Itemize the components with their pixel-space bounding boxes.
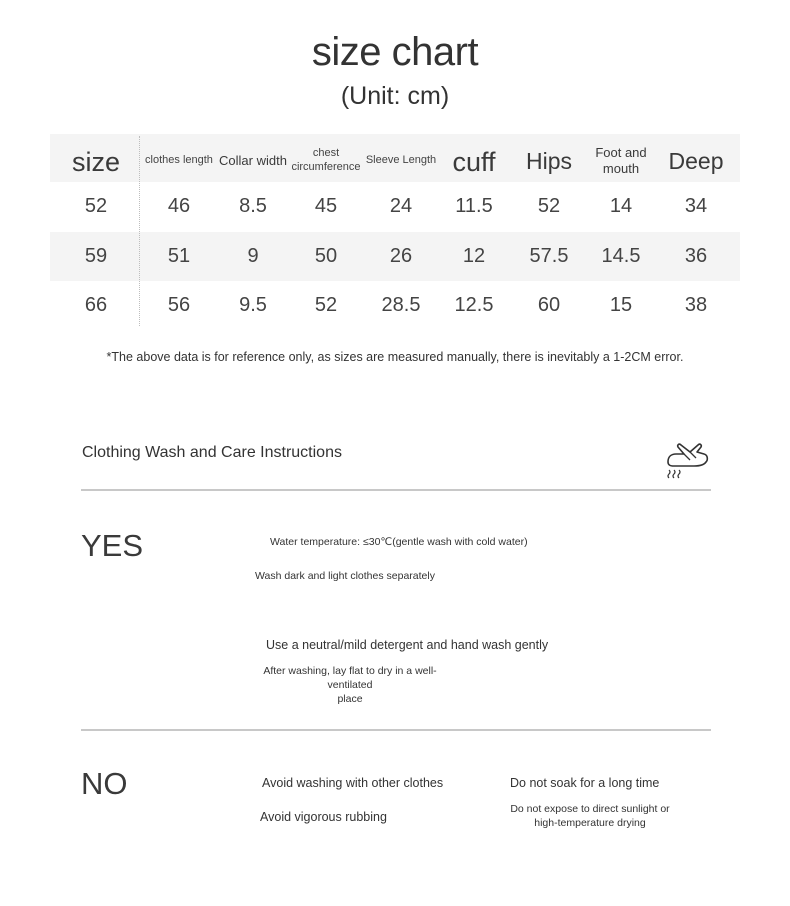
table-cell: 46 bbox=[167, 195, 191, 218]
size-table bbox=[50, 134, 740, 331]
divider-line bbox=[81, 489, 711, 491]
divider-line bbox=[81, 729, 711, 731]
table-row bbox=[50, 281, 740, 331]
column-header: Foot and mouth bbox=[595, 144, 647, 176]
no-sunlight-text bbox=[510, 802, 670, 830]
no-sunlight-line-2: high-temperature drying bbox=[534, 817, 646, 830]
detergent-text: Use a neutral/mild detergent and hand wash gently bbox=[266, 638, 549, 652]
column-header: chest circumference bbox=[291, 147, 361, 173]
table-cell: 11.5 bbox=[455, 195, 493, 218]
table-cell: 8.5 bbox=[239, 195, 267, 218]
column-header: cuff bbox=[452, 147, 496, 178]
lay-flat-line-2: place bbox=[337, 693, 363, 706]
hand-wash-icon bbox=[664, 440, 710, 480]
size-cell: 52 bbox=[84, 195, 108, 218]
table-cell: 24 bbox=[389, 195, 413, 218]
table-cell: 15 bbox=[609, 294, 633, 317]
table-cell: 9.5 bbox=[239, 294, 267, 317]
table-cell: 28.5 bbox=[381, 294, 421, 317]
no-soak-text: Do not soak for a long time bbox=[510, 776, 660, 790]
table-cell: 50 bbox=[314, 244, 338, 267]
water-temperature-text: Water temperature: ≤30℃(gentle wash with cold water) bbox=[270, 536, 528, 548]
table-cell: 52 bbox=[314, 294, 338, 317]
column-header: clothes length bbox=[145, 154, 213, 167]
page-subtitle: (Unit: cm) bbox=[340, 82, 450, 110]
table-cell: 45 bbox=[314, 195, 338, 218]
table-row bbox=[50, 182, 740, 232]
page-title: size chart bbox=[311, 30, 479, 74]
column-header: Hips bbox=[525, 147, 572, 174]
table-cell: 12 bbox=[462, 244, 486, 267]
column-header: Sleeve Length bbox=[365, 154, 437, 167]
separate-wash-text: Wash dark and light clothes separately bbox=[255, 570, 435, 582]
column-header: Collar width bbox=[219, 152, 287, 168]
table-cell: 34 bbox=[684, 195, 708, 218]
table-cell: 56 bbox=[167, 294, 191, 317]
care-title: Clothing Wash and Care Instructions bbox=[82, 444, 342, 461]
table-cell: 9 bbox=[247, 244, 259, 267]
column-header: size bbox=[71, 147, 120, 178]
table-header-row bbox=[50, 134, 740, 182]
lay-flat-line-1: After washing, lay flat to dry in a well-ventilated bbox=[263, 665, 437, 692]
table-cell: 52 bbox=[537, 195, 561, 218]
table-cell: 51 bbox=[167, 244, 191, 267]
size-cell: 59 bbox=[84, 244, 108, 267]
no-sunlight-line-1: Do not expose to direct sunlight or bbox=[510, 803, 670, 815]
column-header: Deep bbox=[668, 147, 724, 174]
column-divider bbox=[139, 136, 140, 326]
measurement-note: *The above data is for reference only, as sizes are measured manually, there is inevitably a 1-2CM error. bbox=[106, 350, 684, 364]
table-cell: 38 bbox=[684, 294, 708, 317]
size-cell: 66 bbox=[84, 294, 108, 317]
avoid-rubbing-text: Avoid vigorous rubbing bbox=[260, 810, 387, 824]
table-cell: 14.5 bbox=[601, 244, 641, 267]
table-row bbox=[50, 232, 740, 282]
yes-label: YES bbox=[81, 528, 144, 563]
table-cell: 26 bbox=[389, 244, 413, 267]
avoid-other-clothes-text: Avoid washing with other clothes bbox=[262, 776, 444, 790]
table-cell: 12.5 bbox=[454, 294, 494, 317]
table-cell: 36 bbox=[684, 244, 708, 267]
lay-flat-text bbox=[250, 664, 450, 707]
table-cell: 14 bbox=[609, 195, 633, 218]
table-cell: 57.5 bbox=[529, 244, 569, 267]
table-cell: 60 bbox=[537, 294, 561, 317]
no-label: NO bbox=[81, 766, 128, 801]
